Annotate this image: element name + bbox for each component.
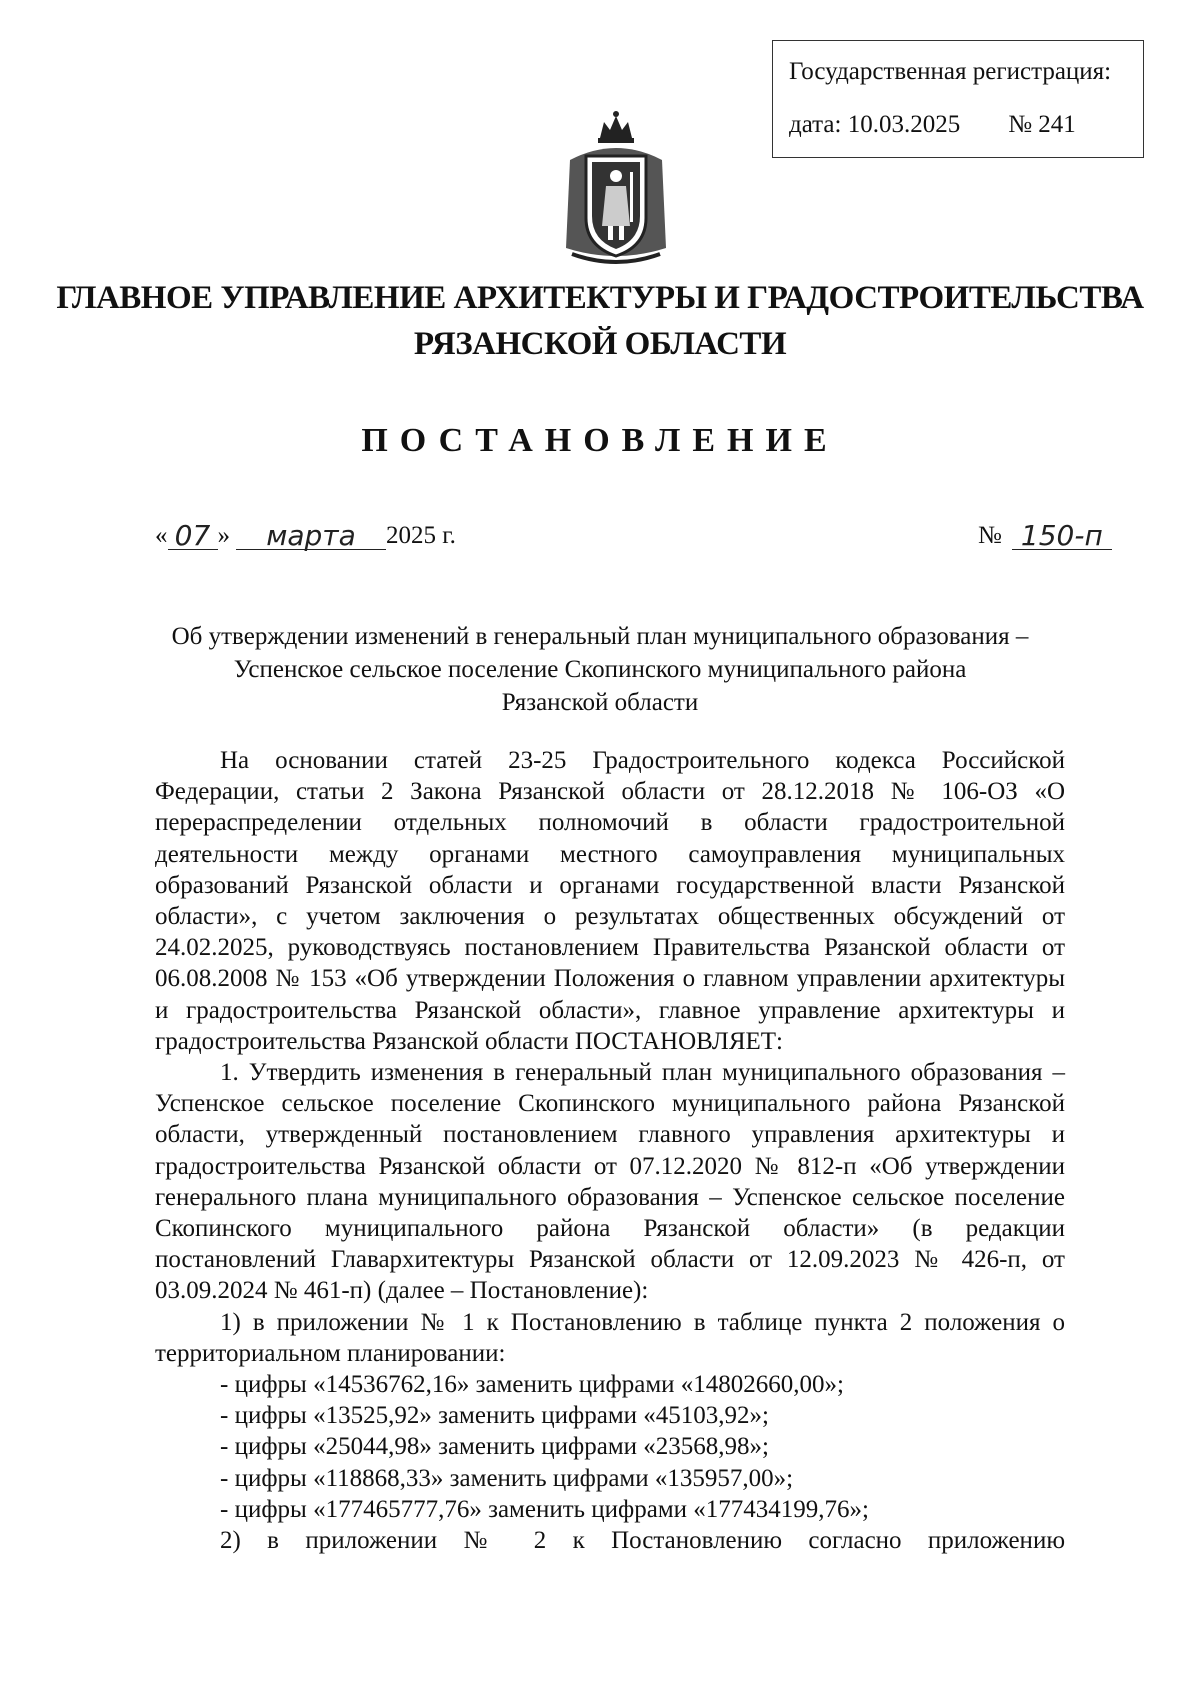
preamble-paragraph: На основании статей 23-25 Градостроительного кодекса Российской Федерации, статьи 2 Закона Рязанской области от 28.12.2018 № 106-ОЗ «О перераспределении отдельных полномочий в области градостроительной деятельности между органами местного самоуправления муниципальных образований Рязанской области и органами государственной власти Рязанской области», с учетом заключения о результатах общественных обсуждений от 24.02.2025, руководствуясь постановлением Правительства Рязанской области от 06.08.2008 № 153 «Об утверждении Положения о главном управлении архитектуры и градостроительства Рязанской области», главное управление архитектуры и градостроительства Рязанской области ПОСТАНОВЛЯЕТ:	[155, 747, 1065, 1055]
date-day: 07	[168, 523, 218, 550]
agency-name-line2: РЯЗАНСКОЙ ОБЛАСТИ	[413, 326, 787, 362]
document-subject	[120, 620, 1080, 719]
agency-name	[0, 275, 1200, 367]
document-date	[155, 519, 456, 552]
agency-name-line1: ГЛАВНОЕ УПРАВЛЕНИЕ АРХИТЕКТУРЫ И ГРАДОСТРОИТЕЛЬСТВА	[56, 280, 1144, 316]
ryazan-coat-of-arms-icon	[560, 108, 672, 270]
document-type: ПОСТАНОВЛЕНИЕ	[361, 422, 839, 459]
replacement-item: - цифры «118868,33» заменить цифрами «135957,00»;	[220, 1464, 794, 1492]
document-number	[978, 519, 1112, 552]
registration-details	[789, 112, 1143, 137]
date-year: 2025 г.	[386, 522, 456, 549]
registration-number: № 241	[1008, 111, 1076, 138]
replacement-item: - цифры «25044,98» заменить цифрами «23568,98»;	[220, 1433, 769, 1461]
registration-date: дата: 10.03.2025	[789, 111, 961, 138]
subpoint-2-paragraph: 2) в приложении № 2 к Постановлению согласно приложению	[220, 1527, 1065, 1555]
point-1-paragraph: 1. Утвердить изменения в генеральный план муниципального образования – Успенское сельское поселение Скопинского муниципального района Рязанской области, утвержденный постановлением главного управления архитектуры и градостроительства Рязанской области от 07.12.2020 № 812-п «Об утверждении генерального плана муниципального образования – Успенское сельское поселение Скопинского муниципального района Рязанской области» (в редакции постановлений Главархитектуры Рязанской области от 12.09.2023 № 426-п, от 03.09.2024 № 461-п) (далее – Постановление):	[155, 1059, 1065, 1305]
document-body	[155, 745, 1065, 1556]
registration-title: Государственная регистрация:	[789, 58, 1112, 85]
replacement-item: - цифры «13525,92» заменить цифрами «45103,92»;	[220, 1402, 769, 1430]
subject-line3: Рязанской области	[501, 689, 699, 716]
number-label: №	[978, 522, 1002, 549]
number-value: 150-п	[1012, 523, 1112, 550]
subpoint-1-paragraph: 1) в приложении № 1 к Постановлению в таблице пункта 2 положения о территориальном планировании:	[155, 1308, 1065, 1367]
replacement-item: - цифры «14536762,16» заменить цифрами «14802660,00»;	[220, 1371, 844, 1399]
subject-line2: Успенское сельское поселение Скопинского муниципального района	[233, 656, 967, 683]
registration-stamp	[772, 40, 1144, 158]
replacement-item: - цифры «177465777,76» заменить цифрами «177434199,76»;	[220, 1495, 869, 1523]
date-open-quote: «	[155, 522, 168, 549]
date-close-quote: »	[217, 522, 230, 549]
subject-line1: Об утверждении изменений в генеральный план муниципального образования –	[171, 623, 1029, 650]
date-month: марта	[236, 523, 386, 550]
